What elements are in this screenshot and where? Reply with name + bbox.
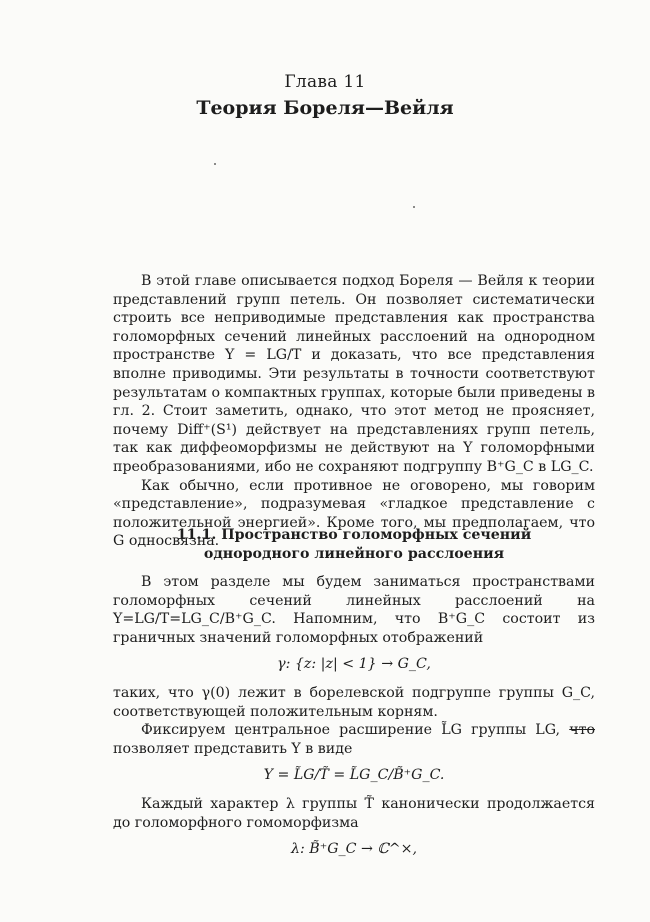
section-paragraph-3-start: Фиксируем центральное расширение L̃G группы LG, [141,722,561,739]
formula-gamma: γ: {z: |z| < 1} → G_C, [277,656,431,673]
section-paragraph-3-end: позволяет представить Y в виде [113,740,353,757]
section-paragraph-2: таких, что γ(0) лежит в борелевской подгруппе группы G_C, соответствующей положительным корням. [113,684,595,720]
chapter-title: Теория Бореля—Вейля [196,97,454,119]
section-paragraph-4: Каждый характер λ группы T̃ канонически продолжается до голоморфного гомоморфизма [113,795,595,831]
speck [413,206,415,208]
intro-paragraph-2: Как обычно, если противное не оговорено, мы говорим «представление», подразумевая «гладкое представление с положительной энергией». Кроме того, мы предполагаем, что G односвязна. [113,477,595,550]
section-paragraph-3 [113,721,595,758]
intro-paragraph-1: В этой главе описывается подход Бореля — Вейля к теории представлений групп петель. Он позволяет систематически строить все неприводимые представления как пространства голоморфных сечений линейных расслоений на однородном пространстве Y = LG/T и доказать, что все представления вполне приводимы. Эти результаты в точности соответствуют результатам о компактных группах, которые были приведены в гл. 2. Стоит заметить, однако, что этот метод не проясняет, почему Diff⁺(S¹) действует на представлениях групп петель, так как диффеоморфизмы не действуют на Y голоморфными преобразованиями, ибо не сохраняют подгруппу B⁺G_C в LG_C. [113,273,595,475]
section-heading-line-2: однородного линейного расслоения [203,545,505,562]
formula-y: Y = L̃G/T̃ = L̃G_C/B̃⁺G_C. [263,767,445,784]
section-text [113,573,595,869]
section-heading [113,526,595,563]
struck-word: что [569,722,596,739]
section-paragraph-1: В этом разделе мы будем заниматься пространствами голоморфных сечений линейных расслоений на Y=LG/T=LG_C/B⁺G_C. Напомним, что B⁺G_C состоит из граничных значений голоморфных отображений [113,574,595,646]
speck [214,163,216,165]
chapter-label: Глава 11 [284,72,366,92]
intro-text [113,272,595,551]
section-heading-line-1: 11.1. Пространство голоморфных сечений [176,527,532,543]
formula-lambda: λ: B̃⁺G_C → ℂ^×, [291,841,417,858]
